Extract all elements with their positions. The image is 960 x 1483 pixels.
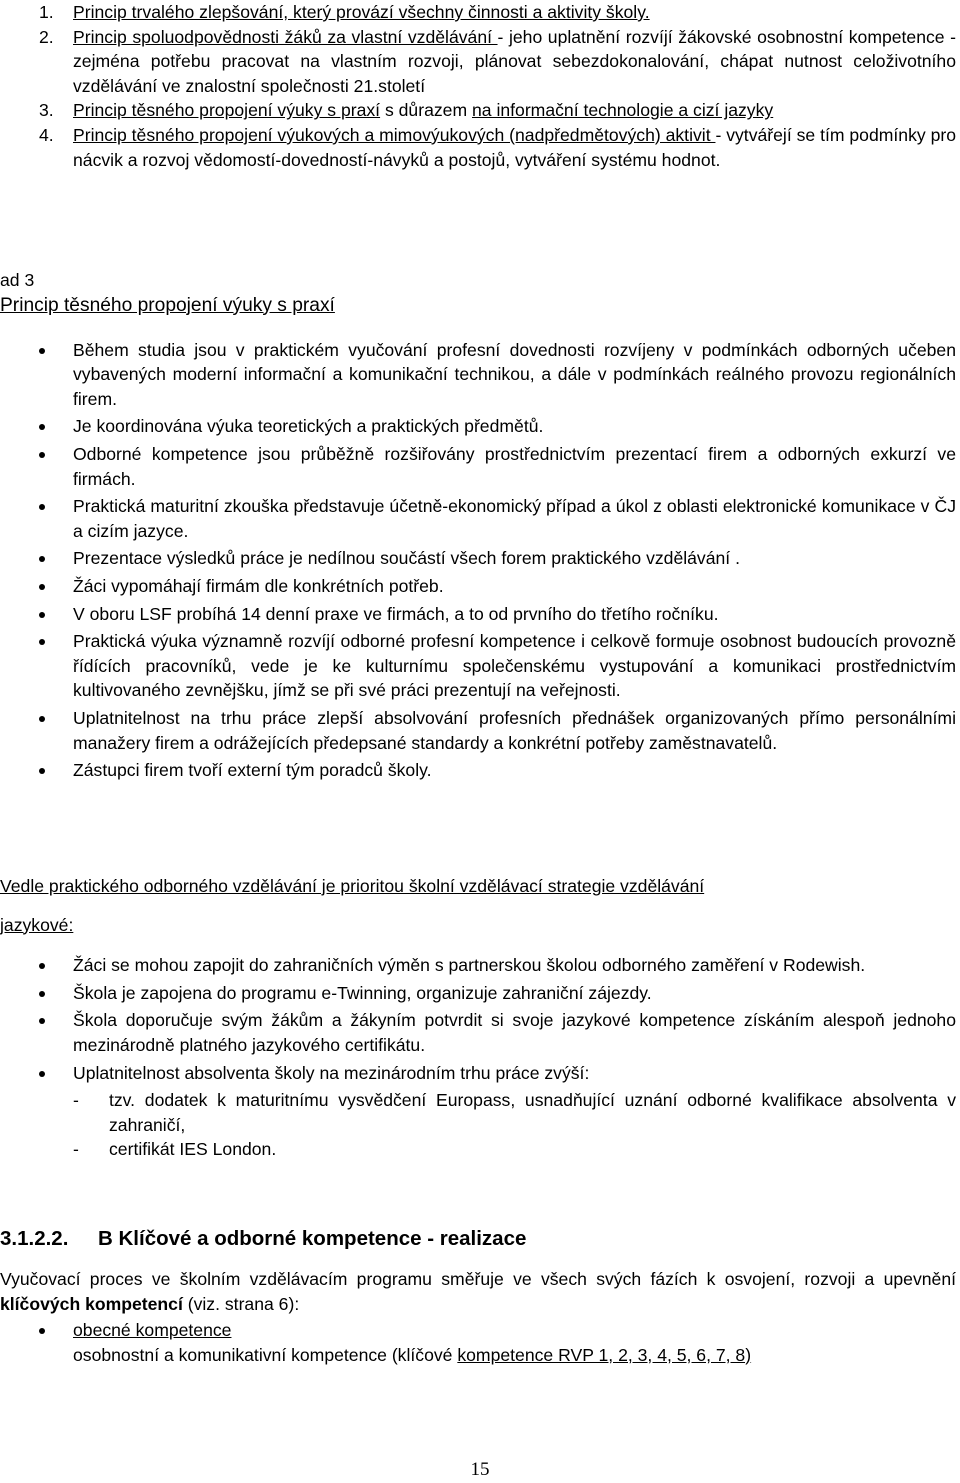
section-intro	[0, 1267, 956, 1316]
principle-text: Princip trvalého zlepšování, který provází všechny činnosti a aktivity školy.	[73, 2, 650, 22]
principle-text: - jeho uplatnění rozvíjí žákovské osobnostní kompetence - zejména potřebu pracovat na vlastním rozvoji, plánovat sebezdokonalování, chápat nutnost celoživotního vzdělávání ve znalostní společnosti 21.století	[73, 26, 956, 96]
ad3-label: ad 3	[0, 270, 35, 290]
principle-item	[0, 123, 956, 172]
section-title	[0, 1225, 956, 1253]
dash-icon: -	[73, 1139, 79, 1160]
principle-text: Princip těsného propojení výukových a mimovýukových (nadpředmětových) aktivit	[73, 124, 716, 145]
bullet-icon	[39, 612, 45, 618]
bullet-item	[0, 1008, 956, 1057]
bullet-icon	[39, 1018, 45, 1024]
language-dash-list	[0, 1088, 956, 1162]
detail-underlined-text: kompetence RVP 1, 2, 3, 4, 5, 6, 7, 8)	[457, 1344, 752, 1365]
bullet-item	[0, 758, 956, 783]
item-number: 3.	[39, 100, 54, 121]
principle-text: Princip těsného propojení výuky s praxí	[73, 100, 381, 121]
bullet-icon	[39, 424, 45, 430]
intro-bold-text: klíčových kompetencí	[0, 1293, 183, 1314]
bullet-text: Prezentace výsledků práce je nedílnou součástí všech forem praktického vzdělávání .	[73, 548, 740, 569]
bullet-text: Zástupci firem tvoří externí tým poradců školy.	[73, 760, 432, 781]
language-heading-line2: jazykové:	[0, 914, 74, 935]
dash-icon: -	[73, 1090, 79, 1111]
bullet-text: Odborné kompetence jsou průběžně rozšiřovány prostřednictvím prezentací firem a odborných exkurzí ve firmách.	[73, 443, 956, 489]
bullet-text: Škola je zapojena do programu e-Twinning, organizuje zahraniční zájezdy.	[73, 982, 652, 1003]
general-competences-detail	[73, 1343, 956, 1368]
general-competences-item	[0, 1318, 956, 1367]
principle-text: na informační technologie a cizí jazyky	[472, 100, 774, 121]
bullet-item	[0, 602, 956, 627]
bullet-item	[0, 442, 956, 491]
item-number: 4.	[39, 124, 54, 145]
bullet-icon	[39, 716, 45, 722]
principle-text: Princip spoluodpovědnosti žáků za vlastní vzdělávání	[73, 26, 498, 47]
principles-list	[0, 0, 956, 172]
bullet-item	[0, 629, 956, 703]
bullet-icon	[39, 452, 45, 458]
bullet-item	[0, 981, 956, 1006]
bullet-icon	[39, 768, 45, 774]
bullet-text: Je koordinována výuka teoretických a praktických předmětů.	[73, 416, 544, 437]
bullet-item	[0, 338, 956, 412]
bullet-text: Škola doporučuje svým žákům a žákyním potvrdit si svoje jazykové kompetence získáním alespoň jednoho mezinárodně platného jazykového certifikátu.	[73, 1010, 956, 1055]
bullet-text: Během studia jsou v praktickém vyučování profesní dovednosti rozvíjeny v podmínkách odborných učeben vybavených moderní informační a komunikační technikou, a dále v podmínkách reálného provozu regionálních firem.	[73, 339, 956, 409]
bullet-text: Žáci vypomáhají firmám dle konkrétních potřeb.	[73, 575, 444, 596]
bullet-icon	[39, 1328, 45, 1334]
bullet-item	[0, 494, 956, 543]
ad3-section	[0, 268, 956, 786]
ad3-bullet-list	[0, 338, 956, 783]
bullet-item	[0, 546, 956, 571]
detail-text: osobnostní a komunikativní kompetence (klíčové	[73, 1344, 458, 1365]
intro-text-end: (viz. strana 6):	[182, 1293, 300, 1314]
item-number: 2.	[39, 26, 54, 47]
dash-item	[0, 1137, 956, 1162]
bullet-item	[0, 953, 956, 978]
bullet-icon	[39, 584, 45, 590]
principle-text: s důrazem	[380, 100, 472, 121]
bullet-text: Uplatnitelnost absolventa školy na mezinárodním trhu práce zvýší:	[73, 1062, 590, 1083]
section-title-text: B Klíčové a odborné kompetence - realizace	[98, 1227, 527, 1250]
dash-text: certifikát IES London.	[109, 1139, 277, 1160]
language-bullet-list	[0, 953, 956, 1085]
bullet-icon	[39, 556, 45, 562]
section-number: 3.1.2.2.	[0, 1227, 69, 1250]
bullet-icon	[39, 963, 45, 969]
dash-item	[0, 1088, 956, 1137]
bullet-text: Praktická maturitní zkouška představuje účetně-ekonomický případ a úkol z oblasti elektronické komunikace v ČJ a cizím jazyce.	[73, 496, 956, 541]
bullet-icon	[39, 639, 45, 645]
dash-text: tzv. dodatek k maturitnímu vysvědčení Europass, usnadňující uznání odborné kvalifikace absolventa v zahraničí,	[109, 1090, 956, 1135]
item-number: 1.	[39, 2, 54, 22]
bullet-item	[0, 1061, 956, 1086]
intro-text: Vyučovací proces ve školním vzdělávacím programu směřuje ve všech svých fázích k osvojení, rozvoji a upevnění	[0, 1269, 956, 1289]
competences-section	[0, 1225, 956, 1370]
principle-item	[0, 25, 956, 99]
language-heading-line1: Vedle praktického odborného vzdělávání je prioritou školní vzdělávací strategie vzdělávání	[0, 876, 705, 896]
bullet-item	[0, 706, 956, 755]
bullet-text: Uplatnitelnost na trhu práce zlepší absolvování profesních přednášek organizovaných přímo personálními manažery firem a odrážejících předepsané standardy a konkrétní potřeby zaměstnavatelů.	[73, 707, 956, 753]
principle-item	[0, 0, 956, 25]
bullet-text: Žáci se mohou zapojit do zahraničních výměn s partnerskou školou odborného zaměření v Rodewish.	[73, 955, 866, 976]
bullet-item	[0, 574, 956, 599]
principle-item	[0, 98, 956, 123]
bullet-icon	[39, 1071, 45, 1077]
bullet-icon	[39, 504, 45, 510]
bullet-icon	[39, 348, 45, 354]
principle-text: - vytvářejí se tím podmínky pro nácvik a rozvoj vědomostí-dovedností-návyků a postojů, vytváření systému hodnot.	[73, 124, 956, 170]
ad3-heading: Princip těsného propojení výuky s praxí	[0, 294, 335, 316]
bullet-item	[0, 414, 956, 439]
general-competences-label: obecné kompetence	[73, 1320, 232, 1341]
bullet-icon	[39, 991, 45, 997]
bullet-text: Praktická výuka významně rozvíjí odborné profesní kompetence i celkově formuje osobnost budoucích provozně řídících pracovníků, vede je ke kulturnímu společenskému vystupování a komunikaci prostřednictvím kultivovaného zevnějšku, jímž se při své práci prezentují na veřejnosti.	[73, 631, 956, 701]
bullet-text: V oboru LSF probíhá 14 denní praxe ve firmách, a to od prvního do třetího ročníku.	[73, 603, 719, 624]
page-number: 15	[470, 1459, 490, 1480]
language-section	[0, 874, 956, 1162]
